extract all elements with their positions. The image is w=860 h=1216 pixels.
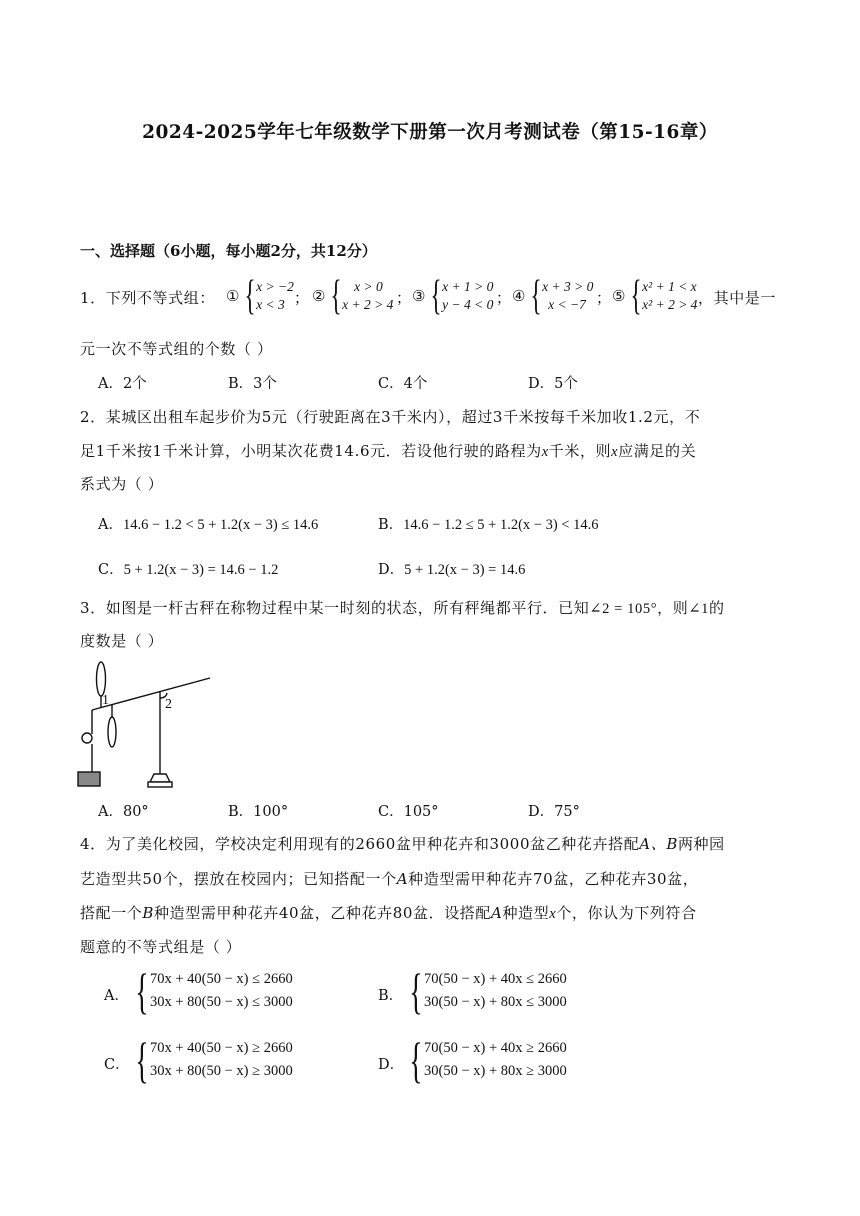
q2-line1: 2．某城区出租车起步价为5元（行驶距离在3千米内），超过3千米按每千米加收1.2元，不 <box>80 408 701 426</box>
text: 千米，则 <box>548 442 612 460</box>
q1-tail: ，其中是一 <box>698 289 777 307</box>
option-expression: 14.6 − 1.2 < 5 + 1.2(x − 3) ≤ 14.6 <box>122 517 319 533</box>
q3-line1 <box>80 597 725 618</box>
system-row: x + 2 > 4 <box>342 297 394 312</box>
q1-system-1 <box>240 275 294 317</box>
brace: { <box>409 1032 423 1088</box>
system-row: 30x + 80(50 − x) ≥ 3000 <box>150 1063 293 1079</box>
system-row: 70x + 40(50 − x) ≥ 2660 <box>150 1040 293 1056</box>
brace: { <box>409 963 423 1019</box>
section-header: 一、选择题（6小题，每小题2分，共12分） <box>80 242 377 260</box>
q3-option-c: C．105° <box>378 804 439 820</box>
q1-system-4 <box>526 275 593 317</box>
system-row: x + 3 > 0 <box>542 279 594 294</box>
q1-marker-1: ① <box>226 287 241 305</box>
q4-option-b-label: B． <box>378 988 404 1004</box>
figure-label-2: 2 <box>165 697 172 712</box>
page-title: 2024-2025学年七年级数学下册第一次月考测试卷（第15-16章） <box>142 122 718 143</box>
angle-2: ∠2 = 105° <box>589 601 658 617</box>
text: A <box>396 870 409 888</box>
system-row: x < −7 <box>548 297 586 312</box>
option-label: D． <box>378 562 405 578</box>
figure-label-1: 1 <box>102 693 109 708</box>
text: 艺造型共50个，摆放在校园内；已知搭配一个 <box>80 870 397 888</box>
q1-system-2 <box>326 275 393 317</box>
separator: ； <box>396 289 412 307</box>
q4-option-d-label: D． <box>378 1057 405 1073</box>
system-row: 30(50 − x) + 80x ≥ 3000 <box>424 1063 567 1079</box>
text: 3．如图是一杆古秤在称物过程中某一时刻的状态，所有秤绳都平行．已知 <box>80 599 590 617</box>
brace: { <box>330 273 342 319</box>
steelyard-figure <box>74 658 214 794</box>
system-row: y − 4 < 0 <box>442 297 494 312</box>
brace: { <box>244 273 256 319</box>
q2-option-c <box>98 558 278 579</box>
q3-option-d: D．75° <box>528 804 580 820</box>
variable-x: x <box>611 444 619 460</box>
brace: { <box>530 273 542 319</box>
q3-option-b: B．100° <box>228 804 289 820</box>
option-label: B． <box>378 517 404 533</box>
system-row: 70(50 − x) + 40x ≥ 2660 <box>424 1040 567 1056</box>
option-expression: 14.6 − 1.2 ≤ 5 + 1.2(x − 3) < 14.6 <box>403 517 599 533</box>
option-label: C． <box>98 562 124 578</box>
angle-1: ∠1 <box>688 601 709 617</box>
q1-option-c: C．4个 <box>378 376 428 392</box>
q4-option-b <box>404 963 567 1019</box>
system-row: 70x + 40(50 − x) ≤ 2660 <box>150 971 293 987</box>
separator: ； <box>596 289 612 307</box>
q1-marker-2: ② <box>312 287 327 305</box>
q4-line4: 题意的不等式组是（ ） <box>80 938 242 956</box>
system-row: 30x + 80(50 − x) ≤ 3000 <box>150 994 293 1010</box>
q4-option-c <box>130 1032 293 1088</box>
variable-x: x <box>541 444 549 460</box>
text: 搭配一个 <box>80 904 143 922</box>
text: A <box>491 904 503 922</box>
brace: { <box>430 273 442 319</box>
q4-option-a-label: A． <box>104 988 129 1004</box>
option-expression: 5 + 1.2(x − 3) = 14.6 <box>404 562 526 578</box>
system-row: x² + 2 > 4 <box>642 297 698 312</box>
q1-option-d: D．5个 <box>528 376 578 392</box>
q4-option-a <box>130 963 293 1019</box>
text: 的 <box>708 599 725 617</box>
q2-option-d <box>378 558 525 579</box>
q2-line3: 系式为（ ） <box>80 475 164 493</box>
system-row: 70(50 − x) + 40x ≤ 2660 <box>424 971 567 987</box>
q2-option-b <box>378 513 598 534</box>
q1-marker-3: ③ <box>412 287 427 305</box>
text: 足1千米按1千米计算，小明某次花费14.6元．若设他行驶的路程为 <box>80 442 542 460</box>
text: 个，你认为下列符合 <box>556 904 697 922</box>
text: A、B <box>639 835 678 853</box>
q1-marker-5: ⑤ <box>612 287 627 305</box>
q1-system-5 <box>626 275 697 317</box>
q4-option-d <box>404 1032 567 1088</box>
q4-option-c-label: C． <box>104 1057 130 1073</box>
text: 种造型需甲种花卉40盆，乙种花卉80盆．设搭配 <box>154 904 492 922</box>
q4-line3 <box>80 902 697 923</box>
system-row: x < 3 <box>256 297 285 312</box>
system-row: x + 1 > 0 <box>442 279 494 294</box>
q2-option-a <box>98 513 318 534</box>
q2-line2 <box>80 440 696 461</box>
text: ，则 <box>657 599 689 617</box>
text: B <box>142 904 155 922</box>
q4-line1 <box>80 833 725 854</box>
system-row: x > 0 <box>354 279 383 294</box>
separator: ； <box>294 289 310 307</box>
text: 种造型需甲种花卉70盆，乙种花卉30盆， <box>408 870 699 888</box>
q1-system-3 <box>426 275 493 317</box>
q1-marker-4: ④ <box>512 287 527 305</box>
variable-x: x <box>549 906 557 922</box>
q3-line2: 度数是（ ） <box>80 632 164 650</box>
text: 种造型 <box>502 904 550 922</box>
system-row: x² + 1 < x <box>642 279 697 294</box>
brace: { <box>135 1032 149 1088</box>
q1-option-b: B．3个 <box>228 376 277 392</box>
q1-option-a: A．2个 <box>98 376 147 392</box>
system-row: x > −2 <box>256 279 294 294</box>
brace: { <box>135 963 149 1019</box>
option-expression: 5 + 1.2(x − 3) = 14.6 − 1.2 <box>123 562 279 578</box>
q3-option-a: A．80° <box>98 804 149 820</box>
option-label: A． <box>98 517 123 533</box>
separator: ； <box>496 289 512 307</box>
brace: { <box>630 273 642 319</box>
text: 两种园 <box>677 835 725 853</box>
q1-intro: 1．下列不等式组： <box>80 289 215 307</box>
q4-line2 <box>80 868 698 889</box>
system-row: 30(50 − x) + 80x ≤ 3000 <box>424 994 567 1010</box>
text: 应满足的关 <box>618 442 697 460</box>
q1-line2: 元一次不等式组的个数（ ） <box>80 340 273 358</box>
text: 4．为了美化校园，学校决定利用现有的2660盆甲种花卉和3000盆乙种花卉搭配 <box>80 835 640 853</box>
